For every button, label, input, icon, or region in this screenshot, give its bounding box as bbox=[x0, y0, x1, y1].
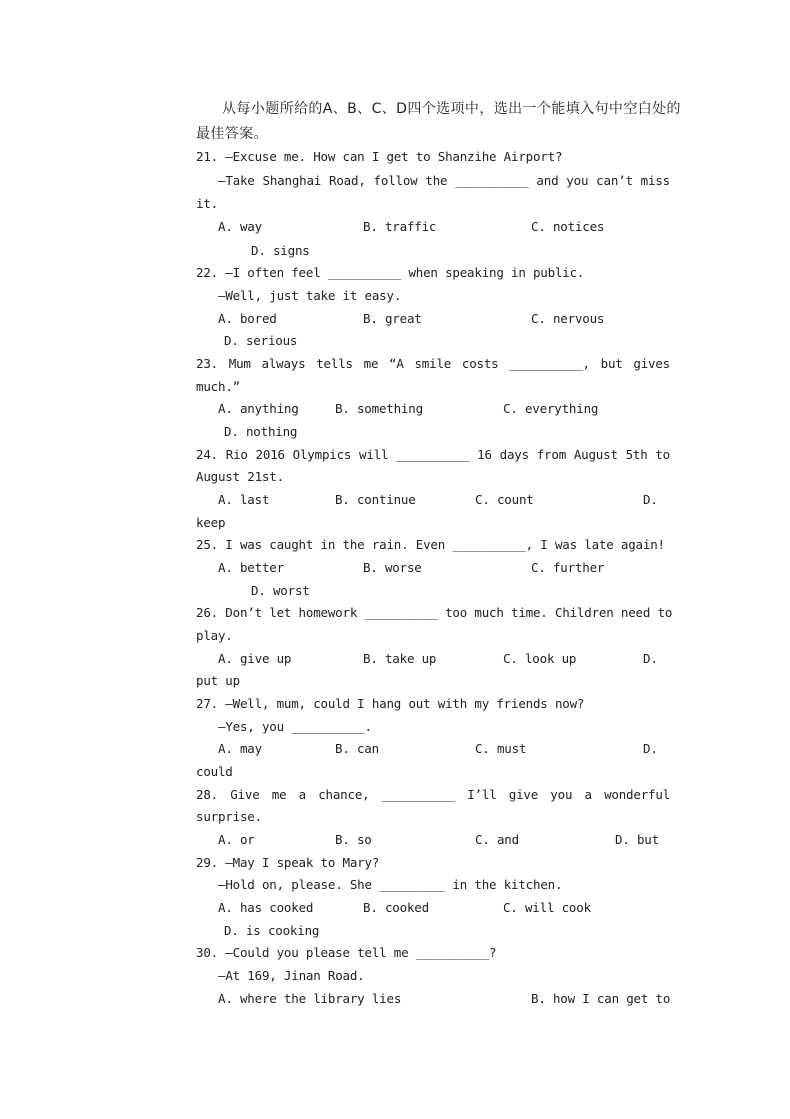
q21-option-d: D. signs bbox=[251, 243, 310, 258]
q21-line-1: 21. —Excuse me. How can I get to Shanzihe Airport? bbox=[196, 149, 563, 164]
q26-option-a: A. give up bbox=[218, 651, 292, 666]
q24-line-1: 24. Rio 2016 Olympics will __________ 16 days from August 5th to bbox=[196, 447, 670, 462]
q28-line-1: 28. Give me a chance, __________ I’ll give you a wonderful bbox=[196, 787, 670, 802]
q30-option-b: B. how I can get to bbox=[531, 991, 671, 1006]
q27-option-d-label: D. bbox=[643, 741, 658, 756]
q30-line-1: 30. —Could you please tell me __________? bbox=[196, 945, 497, 960]
q28-option-b: B. so bbox=[335, 832, 372, 847]
q21-option-a: A. way bbox=[218, 219, 262, 234]
q28-option-a: A. or bbox=[218, 832, 255, 847]
q30-line-2: —At 169, Jinan Road. bbox=[218, 968, 365, 983]
q21-line-2: —Take Shanghai Road, follow the __________ and you can’t miss bbox=[218, 173, 670, 188]
q21-option-c: C. notices bbox=[531, 219, 605, 234]
q29-option-d: D. is cooking bbox=[224, 923, 320, 938]
q28-option-c: C. and bbox=[475, 832, 519, 847]
q25-line-1: 25. I was caught in the rain. Even __________, I was late again! bbox=[196, 537, 665, 552]
q27-line-2: —Yes, you __________. bbox=[218, 719, 372, 734]
q29-option-c: C. will cook bbox=[503, 900, 591, 915]
instruction-line-1: 从每小题所给的A、B、C、D四个选项中，选出一个能填入句中空白处的 bbox=[222, 101, 681, 117]
q29-option-a: A. has cooked bbox=[218, 900, 314, 915]
q26-option-c: C. look up bbox=[503, 651, 577, 666]
q23-line-1: 23. Mum always tells me “A smile costs __________, but gives bbox=[196, 356, 670, 371]
q22-option-c: C. nervous bbox=[531, 311, 605, 326]
q26-option-d-text: put up bbox=[196, 673, 240, 688]
q22-line-1: 22. —I often feel __________ when speaking in public. bbox=[196, 265, 585, 280]
q26-line-1: 26. Don’t let homework __________ too much time. Children need to bbox=[196, 605, 673, 620]
q30-option-a: A. where the library lies bbox=[218, 991, 402, 1006]
q26-line-2: play. bbox=[196, 628, 233, 643]
q24-line-2: August 21st. bbox=[196, 469, 284, 484]
q22-line-2: —Well, just take it easy. bbox=[218, 288, 402, 303]
q23-option-c: C. everything bbox=[503, 401, 599, 416]
q27-option-d-text: could bbox=[196, 764, 233, 779]
q22-option-a: A. bored bbox=[218, 311, 277, 326]
q23-line-2: much.” bbox=[196, 379, 240, 394]
q24-option-c: C. count bbox=[475, 492, 534, 507]
q26-option-b: B. take up bbox=[363, 651, 437, 666]
q24-option-d-text: keep bbox=[196, 515, 226, 530]
q23-option-d: D. nothing bbox=[224, 424, 298, 439]
q27-option-b: B. can bbox=[335, 741, 379, 756]
q29-line-2: —Hold on, please. She _________ in the kitchen. bbox=[218, 877, 563, 892]
instruction-line-2: 最佳答案。 bbox=[196, 126, 268, 142]
q29-line-1: 29. —May I speak to Mary? bbox=[196, 855, 380, 870]
q27-line-1: 27. —Well, mum, could I hang out with my friends now? bbox=[196, 696, 585, 711]
q23-option-b: B. something bbox=[335, 401, 423, 416]
q21-option-b: B. traffic bbox=[363, 219, 437, 234]
q22-option-d: D. serious bbox=[224, 333, 298, 348]
q26-option-d-label: D. bbox=[643, 651, 658, 666]
q25-option-a: A. better bbox=[218, 560, 284, 575]
q28-line-2: surprise. bbox=[196, 809, 262, 824]
q25-option-c: C. further bbox=[531, 560, 605, 575]
q24-option-a: A. last bbox=[218, 492, 270, 507]
q29-option-b: B. cooked bbox=[363, 900, 429, 915]
q24-option-d-label: D. bbox=[643, 492, 658, 507]
q21-line-3: it. bbox=[196, 196, 218, 211]
q23-option-a: A. anything bbox=[218, 401, 299, 416]
q27-option-c: C. must bbox=[475, 741, 527, 756]
q28-option-d: D. but bbox=[615, 832, 659, 847]
q22-option-b: B. great bbox=[363, 311, 422, 326]
q25-option-b: B. worse bbox=[363, 560, 422, 575]
q24-option-b: B. continue bbox=[335, 492, 416, 507]
q25-option-d: D. worst bbox=[251, 583, 310, 598]
q27-option-a: A. may bbox=[218, 741, 262, 756]
